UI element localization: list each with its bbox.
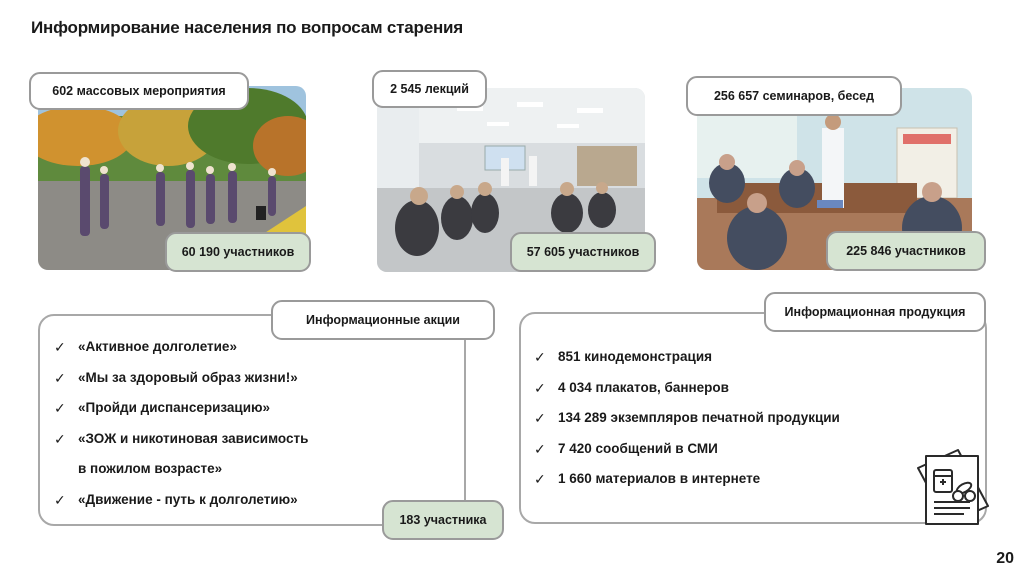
check-icon: ✓: [534, 410, 546, 426]
list-item-continuation: в пожилом возрасте»: [78, 461, 223, 476]
list-item: ✓ «Движение - путь к долголетию»: [54, 485, 308, 516]
check-icon: ✓: [534, 349, 546, 365]
list-item: ✓ 1 660 материалов в интернете: [534, 464, 840, 495]
list-item: ✓ «Активное долголетие»: [54, 332, 308, 363]
check-icon: ✓: [534, 471, 546, 487]
info-actions-title: Информационные акции: [271, 300, 495, 340]
check-icon: ✓: [54, 430, 66, 447]
card-3-count-label: 256 657 семинаров, бесед: [686, 76, 902, 116]
list-item: ✓ «Пройди диспансеризацию»: [54, 393, 308, 424]
page-title: Информирование населения по вопросам старения: [31, 18, 464, 37]
check-icon: ✓: [54, 369, 66, 386]
card-1-participants-label: 60 190 участников: [165, 232, 311, 272]
check-icon: ✓: [534, 440, 546, 457]
list-item: ✓ 134 289 экземпляров печатной продукции: [534, 403, 840, 434]
check-icon: ✓: [54, 491, 66, 508]
list-item: ✓ «ЗОЖ и никотиновая зависимость: [54, 424, 308, 455]
check-icon: ✓: [54, 400, 66, 416]
list-item: ✓ «Мы за здоровый образ жизни!»: [54, 363, 308, 394]
card-2-count-label: 2 545 лекций: [372, 70, 487, 108]
check-icon: ✓: [54, 339, 66, 355]
check-icon: ✓: [534, 379, 546, 396]
list-item: ✓ 7 420 сообщений в СМИ: [534, 434, 840, 465]
card-2-participants-label: 57 605 участников: [510, 232, 656, 272]
card-3-participants-label: 225 846 участников: [826, 231, 986, 271]
card-1-count-label: 602 массовых мероприятия: [29, 72, 249, 110]
info-products-title: Информационная продукция: [764, 292, 986, 332]
page-number: 20: [996, 550, 1014, 567]
medical-document-icon: [912, 446, 994, 532]
info-actions-participants-label: 183 участника: [382, 500, 504, 540]
list-item: ✓ 4 034 плакатов, баннеров: [534, 373, 840, 404]
info-products-list: [534, 342, 840, 495]
info-actions-list: [54, 332, 308, 515]
list-item: ✓ 851 кинодемонстрация: [534, 342, 840, 373]
